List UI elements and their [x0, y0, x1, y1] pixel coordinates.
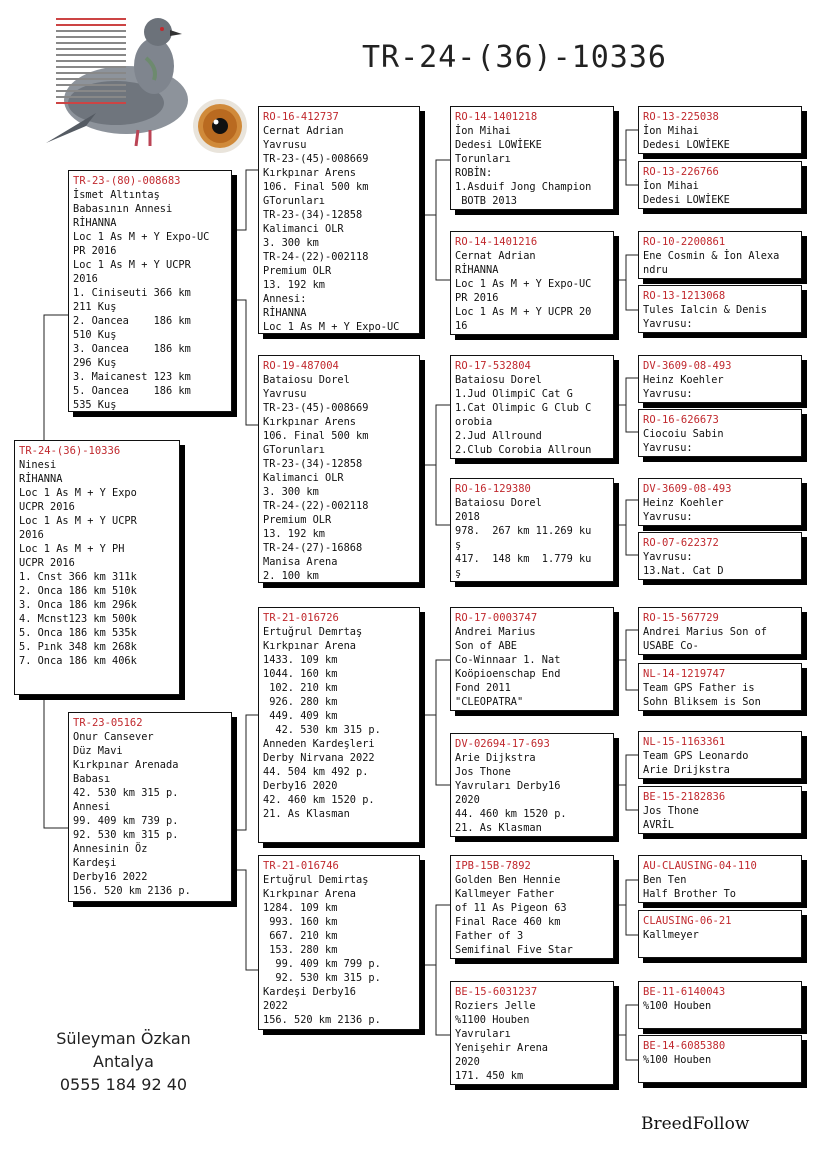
card-line: Kırkpınar Arena [263, 888, 356, 900]
ring-number: RO-16-626673 [643, 414, 719, 426]
card-line: %1100 Houben [455, 1014, 530, 1026]
card-line: Anneden Kardeşleri [263, 738, 375, 750]
card-line: 510 Kuş [73, 329, 117, 341]
card-line: PR 2016 [455, 292, 499, 304]
card-line: RİHANNA [73, 217, 117, 229]
card-line: Arie Dijkstra [455, 752, 536, 764]
card-line: Torunları [455, 153, 511, 165]
card-line: Team GPS Leonardo [643, 750, 749, 762]
card-line: 2018 [455, 511, 480, 523]
ring-number: BE-11-6140043 [643, 986, 726, 998]
card-line: 1044. 160 km [263, 668, 338, 680]
card-line: Son of ABE [455, 640, 517, 652]
ring-number: TR-23-(80)-008683 [73, 175, 181, 187]
card-line: 449. 409 km [263, 710, 338, 722]
card-line: 42. 460 km 1520 p. [263, 794, 375, 806]
pedigree-card-gen2[interactable] [258, 106, 420, 334]
card-line: Andrei Marius [455, 626, 536, 638]
ring-number: RO-16-412737 [263, 111, 339, 123]
card-line: UCPR 2016 [19, 557, 75, 569]
pedigree-card-gen4[interactable] [638, 1035, 802, 1083]
pedigree-card-gen3[interactable] [450, 981, 614, 1085]
card-line: 99. 409 km 799 p. [263, 958, 381, 970]
pigeon-photo [26, 8, 256, 156]
card-line: Kallmeyer [643, 929, 699, 941]
card-line: Jos Thone [643, 805, 699, 817]
ring-number: RO-17-0003747 [455, 612, 538, 624]
card-line: BOTB 2013 [455, 195, 517, 207]
card-line: 926. 280 km [263, 696, 338, 708]
pedigree-card-gen4[interactable] [638, 786, 802, 834]
card-line: TR-23-(34)-12858 [263, 209, 363, 221]
card-line: Bataiosu Dorel [455, 374, 542, 386]
pedigree-card-gen4[interactable] [638, 855, 802, 903]
pedigree-card-gen3[interactable] [450, 478, 614, 582]
card-line: Arie Drijkstra [643, 764, 730, 776]
card-line: 3. Onca 186 km 296k [19, 599, 137, 611]
card-line: Tules Ialcin & Denis [643, 304, 767, 316]
card-line: GTorunları [263, 195, 325, 207]
pedigree-card-subject[interactable] [14, 440, 180, 695]
ring-number: NL-14-1219747 [643, 668, 726, 680]
ring-number: DV-3609-08-493 [643, 360, 732, 372]
ring-number: RO-19-487004 [263, 360, 339, 372]
card-line: TR-24-(22)-002118 [263, 251, 369, 263]
card-line: orobia [455, 416, 493, 428]
card-line: Bataiosu Dorel [455, 497, 542, 509]
card-line: 3. 300 km [263, 486, 319, 498]
card-line: Kalimanci OLR [263, 472, 344, 484]
pedigree-card-gen4[interactable] [638, 532, 802, 580]
card-line: TR-23-(34)-12858 [263, 458, 363, 470]
card-line: %100 Houben [643, 1000, 712, 1012]
pedigree-card-gen4[interactable] [638, 285, 802, 333]
card-line: 2016 [73, 273, 98, 285]
ring-number: RO-17-532804 [455, 360, 531, 372]
card-line: 3. 300 km [263, 237, 319, 249]
ring-number: RO-13-1213068 [643, 290, 726, 302]
ring-number: RO-13-226766 [643, 166, 719, 178]
card-line: 2. Oancea 186 km [73, 315, 191, 327]
card-line: Loc 1 As M + Y UCPR [73, 259, 191, 271]
card-line: 2020 [455, 794, 480, 806]
card-line: RİHANNA [263, 307, 307, 319]
pedigree-card-gen4[interactable] [638, 981, 802, 1029]
card-line: Yavrusu [263, 388, 307, 400]
card-line: Loc 1 As M + Y Expo-UC [73, 231, 210, 243]
card-line: 106. Final 500 km [263, 181, 369, 193]
card-line: USABE Co- [643, 640, 699, 652]
card-line: 171. 450 km [455, 1070, 524, 1082]
card-line: Ertuğrul Demrtaş [263, 626, 363, 638]
card-line: 92. 530 km 315 p. [263, 972, 381, 984]
card-line: TR-23-(45)-008669 [263, 153, 369, 165]
card-line: 156. 520 km 2136 p. [73, 885, 191, 897]
pedigree-card-gen4[interactable] [638, 607, 802, 655]
card-line: Yavrusu: [643, 318, 693, 330]
card-line: Kardeşi Derby16 [263, 986, 356, 998]
ring-number: TR-23-05162 [73, 717, 143, 729]
card-line: 993. 160 km [263, 916, 338, 928]
card-line: ndru [643, 264, 668, 276]
card-line: İon Mihai [455, 125, 511, 137]
card-line: Yavrusu: [643, 511, 693, 523]
card-line: 4. Mcnst123 km 500k [19, 613, 137, 625]
card-line: Kardeşi [73, 857, 117, 869]
card-line: 44. 504 km 492 p. [263, 766, 369, 778]
card-line: 13.Nat. Cat D [643, 565, 724, 577]
pedigree-card-gen3[interactable] [450, 607, 614, 711]
pedigree-card-gen4[interactable] [638, 106, 802, 154]
ring-number: BE-14-6085380 [643, 1040, 726, 1052]
card-line: Babasının Annesi [73, 203, 173, 215]
card-line: Premium OLR [263, 265, 332, 277]
card-line: 92. 530 km 315 p. [73, 829, 179, 841]
card-line: Düz Mavi [73, 745, 123, 757]
card-line: Team GPS Father is [643, 682, 755, 694]
card-line: 5. Pınk 348 km 268k [19, 641, 137, 653]
pedigree-card-sire[interactable] [68, 170, 232, 412]
card-line: Loc 1 As M + Y Expo-UC [455, 278, 592, 290]
card-line: 1.Jud OlimpiC Cat G [455, 388, 573, 400]
card-line: Kırkpınar Arena [263, 640, 356, 652]
ring-number: TR-24-(36)-10336 [19, 445, 121, 457]
card-line: 153. 280 km [263, 944, 338, 956]
card-line: Yavruları [455, 1028, 511, 1040]
card-line: İon Mihai [643, 180, 699, 192]
ring-number: RO-14-1401216 [455, 236, 538, 248]
ring-number: CLAUSING-06-21 [643, 915, 732, 927]
card-line: Kırkpınar Arens [263, 167, 356, 179]
card-line: 42. 530 km 315 p. [73, 787, 179, 799]
owner-phone: 0555 184 92 40 [59, 1075, 188, 1094]
card-line: Loc 1 As M + Y Expo [19, 487, 137, 499]
pedigree-card-gen2[interactable] [258, 855, 420, 1030]
card-line: 2. Onca 186 km 510k [19, 585, 137, 597]
card-line: Loc 1 As M + Y UCPR 20 [455, 306, 592, 318]
card-line: Ciocoiu Sabin [643, 428, 724, 440]
ring-number: RO-15-567729 [643, 612, 719, 624]
card-line: Loc 1 As M + Y PH [19, 543, 125, 555]
card-line: Dedesi LOWİEKE [643, 194, 730, 206]
photo-caption-lines [56, 14, 126, 108]
card-line: 2.Jud Allround [455, 430, 542, 442]
card-line: 102. 210 km [263, 682, 338, 694]
card-line: 978. 267 km 11.269 ku [455, 525, 592, 537]
pedigree-card-gen4[interactable] [638, 355, 802, 403]
pedigree-card-gen4[interactable] [638, 731, 802, 779]
card-line: 1.Asduif Jong Champion [455, 181, 592, 193]
card-line: Semifinal Five Star [455, 944, 573, 956]
ring-number: RO-13-225038 [643, 111, 719, 123]
card-line: 296 Kuş [73, 357, 117, 369]
ring-number: RO-14-1401218 [455, 111, 538, 123]
card-line: İsmet Altıntaş [73, 189, 160, 201]
ring-number: BE-15-2182836 [643, 791, 726, 803]
card-line: Yavrusu: [643, 388, 693, 400]
card-line: Kallmeyer Father [455, 888, 555, 900]
card-line: Cernat Adrian [263, 125, 344, 137]
pedigree-card-gen4[interactable] [638, 478, 802, 526]
card-line: ROBİN: [455, 167, 493, 179]
card-line: 1433. 109 km [263, 654, 338, 666]
card-line: Jos Thone [455, 766, 511, 778]
card-line: "CLEOPATRA" [455, 696, 524, 708]
card-line: Bataiosu Dorel [263, 374, 350, 386]
card-line: RİHANNA [455, 264, 499, 276]
pedigree-card-gen3[interactable] [450, 733, 614, 837]
card-line: Derby16 2022 [73, 871, 148, 883]
card-line: 106. Final 500 km [263, 430, 369, 442]
card-line: Annesinin Öz [73, 843, 148, 855]
card-line: 5. Onca 186 km 535k [19, 627, 137, 639]
card-line: TR-23-(45)-008669 [263, 402, 369, 414]
card-line: of 11 As Pigeon 63 [455, 902, 567, 914]
card-line: 3. Oancea 186 km [73, 343, 191, 355]
card-line: 1. Ciniseuti 366 km [73, 287, 191, 299]
card-line: Yavruları Derby16 [455, 780, 561, 792]
card-line: Yavrusu: [643, 442, 693, 454]
ring-number: TR-21-016726 [263, 612, 339, 624]
card-line: Koöpioenschap End [455, 668, 561, 680]
card-line: 417. 148 km 1.779 ku [455, 553, 592, 565]
card-line: %100 Houben [643, 1054, 712, 1066]
card-line: Co-Winnaar 1. Nat [455, 654, 561, 666]
ring-number: RO-16-129380 [455, 483, 531, 495]
card-line: Andrei Marius Son of [643, 626, 767, 638]
card-line: 99. 409 km 739 p. [73, 815, 179, 827]
card-line: Final Race 460 km [455, 916, 561, 928]
card-line: 7. Onca 186 km 406k [19, 655, 137, 667]
card-line: Dedesi LOWİEKE [643, 139, 730, 151]
card-line: 2.Club Corobia Allroun [455, 444, 592, 456]
card-line: Premium OLR [263, 514, 332, 526]
pedigree-card-gen2[interactable] [258, 355, 420, 583]
card-line: Yavrusu: [643, 551, 693, 563]
card-line: Heinz Koehler [643, 374, 724, 386]
card-line: 667. 210 km [263, 930, 338, 942]
card-line: Manisa Arena [263, 556, 338, 568]
card-line: Derby Nirvana 2022 [263, 752, 375, 764]
card-line: 13. 192 km [263, 279, 325, 291]
card-line: Dedesi LOWİEKE [455, 139, 542, 151]
page-title: TR-24-(36)-10336 [362, 40, 667, 75]
pedigree-card-gen4[interactable] [638, 231, 802, 279]
pedigree-card-gen3[interactable] [450, 231, 614, 335]
card-line: Ertuğrul Demirtaş [263, 874, 369, 886]
pedigree-card-gen3[interactable] [450, 355, 614, 459]
card-line: İon Mihai [643, 125, 699, 137]
card-line: Babası [73, 773, 111, 785]
card-line: Loc 1 As M + Y UCPR [19, 515, 137, 527]
card-line: 3. Maicanest 123 km [73, 371, 191, 383]
pedigree-card-gen4[interactable] [638, 663, 802, 711]
owner-name: Süleyman Özkan [56, 1029, 191, 1048]
card-line: 1.Cat Olimpic G Club C [455, 402, 592, 414]
ring-number: RO-10-2200861 [643, 236, 726, 248]
card-line: 535 Kuş [73, 399, 117, 411]
pedigree-card-dam[interactable] [68, 712, 232, 902]
card-line: Annesi [73, 801, 111, 813]
ring-number: RO-07-622372 [643, 537, 719, 549]
pedigree-card-gen4[interactable] [638, 910, 802, 958]
card-line: 44. 460 km 1520 p. [455, 808, 567, 820]
card-line: 21. As Klasman [455, 822, 542, 834]
pedigree-card-gen2[interactable] [258, 607, 420, 843]
brand-logo: BreedFollow [641, 1114, 750, 1134]
card-line: Ben Ten [643, 874, 687, 886]
card-line: Ninesi [19, 459, 57, 471]
card-line: Heinz Koehler [643, 497, 724, 509]
card-line: 211 Kuş [73, 301, 117, 313]
card-line: ş [455, 539, 462, 551]
card-line: Roziers Jelle [455, 1000, 536, 1012]
card-line: Kırkpınar Arens [263, 416, 356, 428]
card-line: Half Brother To [643, 888, 736, 900]
card-line: 2022 [263, 1000, 288, 1012]
card-line: TR-24-(27)-16868 [263, 542, 363, 554]
card-line: 21. As Klasman [263, 808, 350, 820]
card-line: 42. 530 km 315 p. [263, 724, 381, 736]
card-line: 2016 [19, 529, 44, 541]
pedigree-card-gen3[interactable] [450, 106, 614, 210]
pedigree-card-gen4[interactable] [638, 409, 802, 457]
card-line: Ene Cosmin & İon Alexa [643, 250, 780, 262]
card-line: Sohn Bliksem is Son [643, 696, 761, 708]
card-line: Derby16 2020 [263, 780, 338, 792]
card-line: GTorunları [263, 444, 325, 456]
card-line: 2. 100 km [263, 570, 319, 582]
card-line: PR 2016 [73, 245, 117, 257]
ring-number: DV-3609-08-493 [643, 483, 732, 495]
ring-number: BE-15-6031237 [455, 986, 538, 998]
card-line: Loc 1 As M + Y Expo-UC [263, 321, 400, 333]
card-line: 5. Oancea 186 km [73, 385, 191, 397]
card-line: UCPR 2016 [19, 501, 75, 513]
ring-number: DV-02694-17-693 [455, 738, 550, 750]
owner-info [46, 1027, 201, 1096]
card-line: 13. 192 km [263, 528, 325, 540]
ring-number: NL-15-1163361 [643, 736, 726, 748]
card-line: Kırkpınar Arenada [73, 759, 179, 771]
ring-number: IPB-15B-7892 [455, 860, 531, 872]
card-line: AVRİL [643, 819, 674, 831]
card-line: Golden Ben Hennie [455, 874, 561, 886]
card-line: Fond 2011 [455, 682, 511, 694]
card-line: Yavrusu [263, 139, 307, 151]
ring-number: AU-CLAUSING-04-110 [643, 860, 757, 872]
card-line: 2020 [455, 1056, 480, 1068]
card-line: 1. Cnst 366 km 311k [19, 571, 137, 583]
card-line: TR-24-(22)-002118 [263, 500, 369, 512]
card-line: 16 [455, 320, 468, 332]
pedigree-card-gen3[interactable] [450, 855, 614, 959]
card-line: 156. 520 km 2136 p. [263, 1014, 381, 1026]
card-line: 1284. 109 km [263, 902, 338, 914]
card-line: Father of 3 [455, 930, 524, 942]
card-line: Onur Cansever [73, 731, 154, 743]
card-line: RİHANNA [19, 473, 63, 485]
card-line: ş [455, 567, 462, 579]
ring-number: TR-21-016746 [263, 860, 339, 872]
card-line: Yenişehir Arena [455, 1042, 548, 1054]
pedigree-card-gen4[interactable] [638, 161, 802, 209]
card-line: Annesi: [263, 293, 307, 305]
card-line: Cernat Adrian [455, 250, 536, 262]
owner-city: Antalya [93, 1052, 154, 1071]
card-line: Kalimanci OLR [263, 223, 344, 235]
